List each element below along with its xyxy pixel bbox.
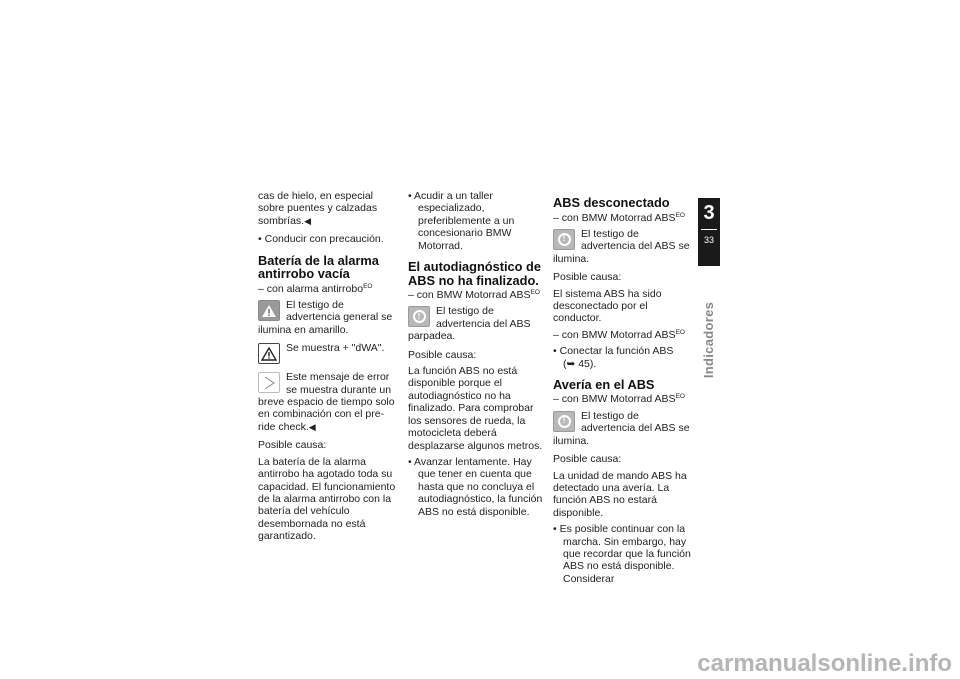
watermark: carmanualsonline.info	[697, 650, 952, 677]
section-heading: ABS desconectado	[553, 195, 670, 210]
optional-equipment-mark: EO	[530, 289, 540, 297]
display-text: Se muestra + "dWA".	[286, 342, 385, 355]
display-row	[258, 342, 400, 365]
section-heading: El autodiagnóstico de ABS no ha finalizado.	[408, 259, 541, 288]
chapter-number: 3	[703, 202, 715, 224]
warning-text: El testigo de advertencia general se ilumina en amarillo.	[258, 299, 393, 336]
message-text: Este mensaje de error se muestra durante un breve espacio de tiempo solo en combinación con el pre-ride check.	[258, 371, 395, 433]
bullet-item: • Conducir con precaución.	[258, 233, 384, 246]
end-mark-icon: ◀	[308, 421, 316, 432]
cause-label: Posible causa:	[553, 453, 622, 466]
optional-equipment-mark: EO	[675, 211, 685, 219]
abs-row	[553, 410, 693, 447]
column-3	[553, 190, 693, 589]
section-heading: Avería en el ABS	[553, 376, 655, 392]
optional-equipment-mark: EO	[675, 393, 685, 401]
message-row	[258, 371, 400, 433]
condition-line: – con BMW Motorrad $ABS^{EO}$	[553, 328, 685, 341]
bullet-item: • Es posible continuar con la marcha. Sin embargo, hay que recordar que la función ABS no está disponible. Considerar	[553, 523, 691, 585]
condition-line: – con alarma antirrobo$^{EO}$	[258, 282, 373, 295]
column-1	[258, 190, 400, 549]
page-reference: (➥ 45).	[563, 357, 597, 370]
cause-text: La función ABS no está disponible porque el autodiagnóstico no ha finalizado. Para comprobar los sensores de rueda, la motocicleta deberá desplazarse algunos metros.	[408, 365, 543, 452]
cause-label: Posible causa:	[258, 439, 327, 452]
bullet-item: • Avanzar lentamente. Hay que tener en cuenta que hasta que no concluya el autodiagnóstico, la función ABS no está disponible.	[408, 455, 543, 518]
warning-triangle-icon	[258, 343, 280, 364]
abs-icon: !	[553, 229, 575, 250]
bullet-item: • Conectar la función ABS (➥ 45).	[553, 345, 674, 370]
bullet-item: • Acudir a un taller especializado, preferiblemente a un concesionario BMW Motorrad.	[408, 190, 515, 252]
cause-text: La unidad de mando ABS ha detectado una avería. La función ABS no estará disponible.	[553, 469, 687, 519]
condition-line: – con BMW Motorrad $ABS^{EO}$	[553, 211, 685, 224]
page-number: 33	[703, 235, 714, 245]
end-mark-icon: ◀	[304, 215, 312, 226]
chapter-label	[698, 301, 720, 379]
bullet-mark: •	[553, 523, 557, 536]
abs-text: El testigo de advertencia del ABS se ilumina.	[553, 409, 690, 447]
abs-row	[408, 305, 544, 342]
bullet-mark: •	[258, 233, 262, 246]
paragraph: cas de hielo, en especial sobre puentes y calzadas sombrías.◀	[258, 190, 378, 227]
column-2	[408, 190, 544, 522]
chapter-tab	[698, 198, 720, 266]
optional-equipment-mark: EO	[675, 328, 685, 336]
warning-row	[258, 299, 400, 336]
chapter-label-text: Indicadores	[700, 301, 716, 379]
abs-text: El testigo de advertencia del ABS se ilumina.	[553, 227, 690, 265]
section-heading: Batería de la alarma antirrobo vacía	[258, 252, 379, 282]
bullet-mark: •	[408, 455, 412, 468]
divider	[701, 229, 717, 230]
abs-icon: !	[408, 306, 430, 327]
cause-label: Posible causa:	[553, 271, 622, 284]
abs-text: El testigo de advertencia del ABS parpadea.	[408, 305, 531, 343]
bullet-mark: •	[553, 345, 557, 358]
cause-label: Posible causa:	[408, 348, 477, 361]
warning-triangle-icon	[258, 300, 280, 321]
optional-equipment-mark: EO	[363, 282, 373, 290]
abs-row	[553, 228, 693, 265]
cause-text: El sistema ABS ha sido desconectado por el conductor.	[553, 287, 662, 325]
condition-line: – con BMW Motorrad $ABS^{EO}$	[408, 289, 540, 302]
condition-line: – con BMW Motorrad $ABS^{EO}$	[553, 393, 685, 406]
cause-text: La batería de la alarma antirrobo ha agotado toda su capacidad. El funcionamiento de la alarma antirrobo con la batería del vehículo desembornada no está garantizado.	[258, 455, 396, 543]
bullet-mark: •	[408, 190, 412, 202]
abs-icon: !	[553, 411, 575, 432]
play-arrow-icon	[258, 372, 280, 393]
